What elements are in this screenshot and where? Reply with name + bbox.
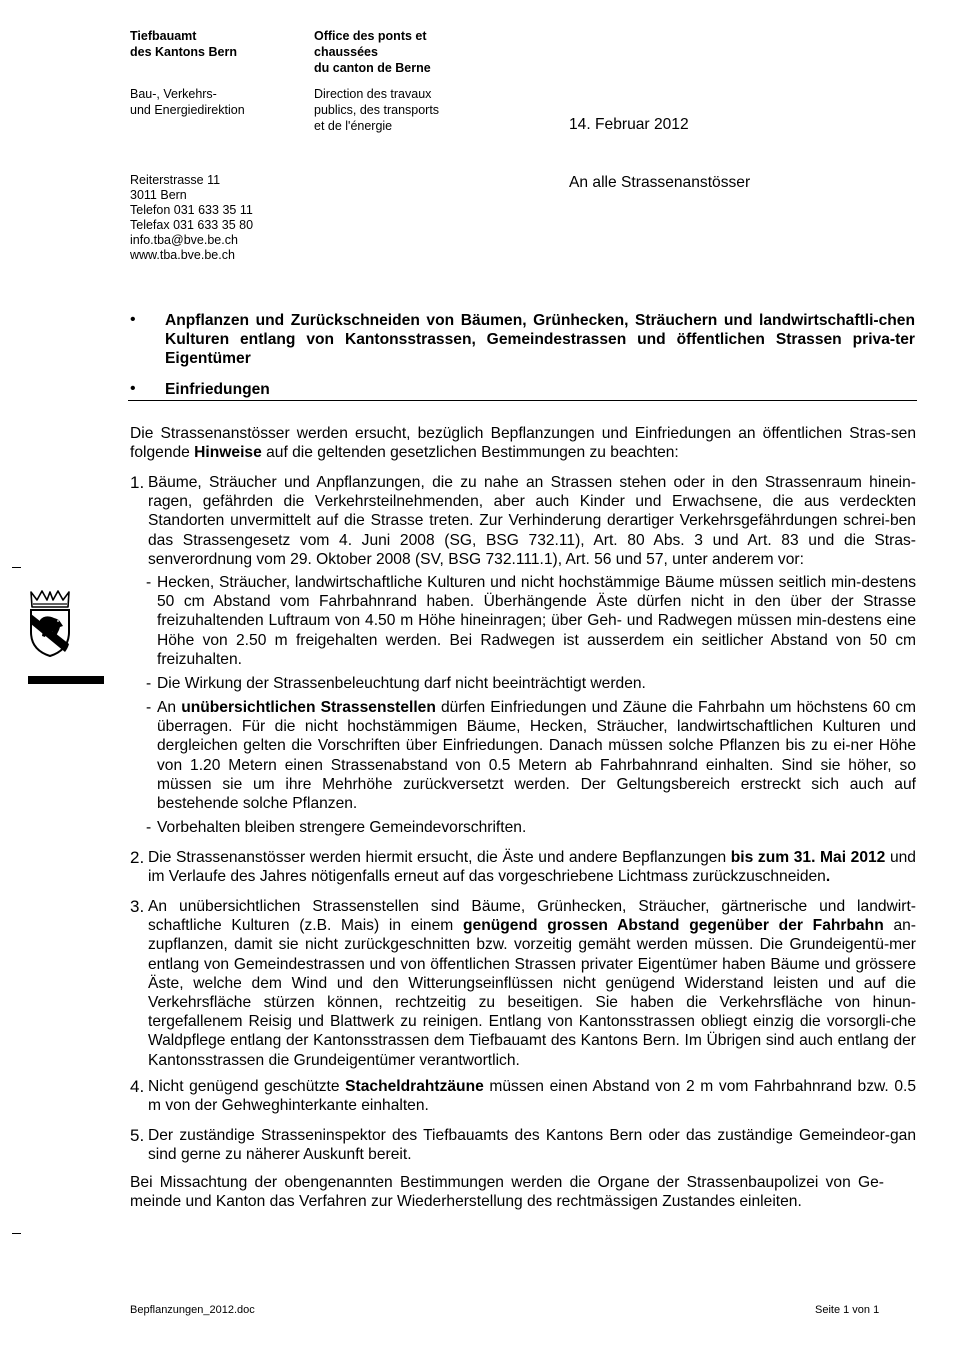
list-item: 3. An unübersichtlichen Strassenstellen sind Bäume, Grünhecken, Sträucher, gärtnerische und landwirt-schaftliche Kulturen (z.B. Mais) in einem genügend grossen Abstand gegenüber der Fahrbahn an-zupflanzen, damit sie nicht zurückgeschnitten bzw. vorzeitig gemäht werden müssen. Die Grundeigentü-mer entlang von Gemeindestrassen und von öffentlichen Strassen privater Eigentümer haben Bäume und grössere Äste, welche dem Wind und den Witterungseinflüssen nicht genügend Widerstand leisten und auf die Verkehrsfläche stürzen können, rechtzeitig zu beseitigen. Sie haben die Verkehrsfläche von hinun-tergefallenem Reisig und Blattwerk zu reinigen. Entlang von Kantonsstrassen obliegt einzig die vorsorgli-che Waldpflege entlang der Kantonsstrassen dem Tiefbauamt des Kantons Bern. Im Übrigen sind auch entlang der Kantonsstrassen die Grundeigentümer verantwortlich.: [130, 897, 917, 1069]
sender-address: Reiterstrasse 11 3011 Bern Telefon 031 633 35 11 Telefax 031 633 35 80 info.tba@bve.be.ch www.tba.bve.be.ch: [130, 173, 254, 262]
footer-filename: Bepflanzungen_2012.doc: [130, 1304, 255, 1316]
intro-paragraph: Die Strassenanstösser werden ersucht, bezüglich Bepflanzungen und Einfriedungen an öffentlichen Stras-sen folgende Hinweise auf die geltenden gesetzlichen Bestimmungen zu beachten:: [130, 425, 916, 462]
topic-title: Anpflanzen und Zurückschneiden von Bäumen, Grünhecken, Sträuchern und landwirtschaftli-chen Kulturen entlang von Kantonsstrassen, Gemeindestrassen und öffentlichen Strassen priva-ter Eigentümer: [165, 312, 915, 367]
footer-page-number: Seite 1 von 1: [815, 1304, 880, 1316]
office-name-de: Tiefbauamt des Kantons Bern: [130, 29, 237, 59]
sub-list-item: - Die Wirkung der Strassenbeleuchtung darf nicht beeinträchtigt werden.: [146, 675, 646, 692]
office-name-fr: Office des ponts et chaussées du canton de Berne: [314, 29, 431, 75]
list-item: 2. Die Strassenanstösser werden hiermit ersucht, die Äste und andere Bepflanzungen bis zum 31. Mai 2012 und im Verlaufe des Jahres nötigenfalls erneut auf das vorgeschriebene Lichtmass zurückzuschneiden.: [130, 848, 916, 886]
list-item: 4. Nicht genügend geschützte Stacheldrahtzäune müssen einen Abstand von 2 m vom Fahrbahnrand bzw. 0.5 m von der Gehweghinterkante einhalten.: [130, 1077, 916, 1115]
recipient: An alle Strassenanstösser: [569, 174, 751, 191]
closing-paragraph: Bei Missachtung der obengenannten Bestimmungen werden die Organe der Strassenbaupolizei von Ge-meinde und Kanton das Verfahren zur Wiederherstellung des rechtmässigen Zustandes einleiten.: [130, 1174, 884, 1211]
sub-list-item: - Vorbehalten bleiben strengere Gemeindevorschriften.: [146, 819, 527, 836]
topic-bullet: •: [130, 380, 136, 397]
sub-list-item: - Hecken, Sträucher, landwirtschaftliche Kulturen und nicht hochstämmige Bäume müssen seitlich min-destens 50 cm Abstand vom Fahrbahnrand haben. Überhängende Äste dürfen nicht in den über der Strasse freizuhaltenden Luftraum von 4.50 m Höhe hineinragen; über Geh- und Radwegen müssen min-destens eine Höhe von 2.50 m freigehalten werden. Bei Radwegen ist ausserdem ein seitlicher Abstand von 50 cm freizuhalten.: [146, 574, 916, 668]
bern-coat-of-arms-icon: [28, 590, 72, 663]
topic-bullet: •: [130, 311, 136, 328]
list-item: 1. Bäume, Sträucher und Anpflanzungen, die zu nahe an Strassen stehen oder in den Strassenraum hinein-ragen, gefährden die Verkehrsteilnehmenden, aber auch Kinder und Erwachsene, die aus verdeckten Standorten unvermittelt auf die Strasse treten. Zur Verhinderung derartiger Verkehrsgefährdungen schrei-ben das Strassengesetz vom 4. Juni 2008 (SG, BSG 732.11), Art. 80 Abs. 3 und Art. 83 und die Stras-senverordnung vom 29. Oktober 2008 (SV, BSG 732.111.1), Art. 56 und 57, unter anderem vor:: [130, 473, 916, 568]
sub-list-item: - An unübersichtlichen Strassenstellen dürfen Einfriedungen und Zäune die Fahrbahn um höchstens 60 cm überragen. Für die nicht hochstämmigen Bäume, Hecken, Sträucher, landwirtschaftlichen Kulturen und dergleichen gelten die Vorschriften über Einfriedungen. Danach müssen solche Pflanzen bis zu ei-ner Höhe von 1.20 Metern einen Strassenabstand von 0.5 Metern ab Fahrbahnrand einhalten. Sind sie höher, so müssen sie um ihre Mehrhöhe zurückversetzt werden. Der Geltungsbereich erstreckt sich auch auf bestehende solche Pflanzen.: [146, 699, 917, 813]
directorate-fr: Direction des travaux publics, des transports et de l'énergie: [314, 87, 440, 133]
subject-divider: [128, 400, 917, 401]
fold-mark-bottom: [12, 1233, 21, 1234]
letter-date: 14. Februar 2012: [569, 116, 689, 133]
logo-bar: [28, 676, 104, 684]
directorate-de: Bau-, Verkehrs- und Energiedirektion: [130, 87, 245, 117]
topic-title: Einfriedungen: [165, 381, 270, 398]
fold-mark-top: [12, 567, 21, 568]
list-item: 5. Der zuständige Strasseninspektor des Tiefbauamts des Kantons Bern oder das zuständige Gemeindeor-gan sind gerne zu näherer Auskunft bereit.: [130, 1126, 916, 1164]
